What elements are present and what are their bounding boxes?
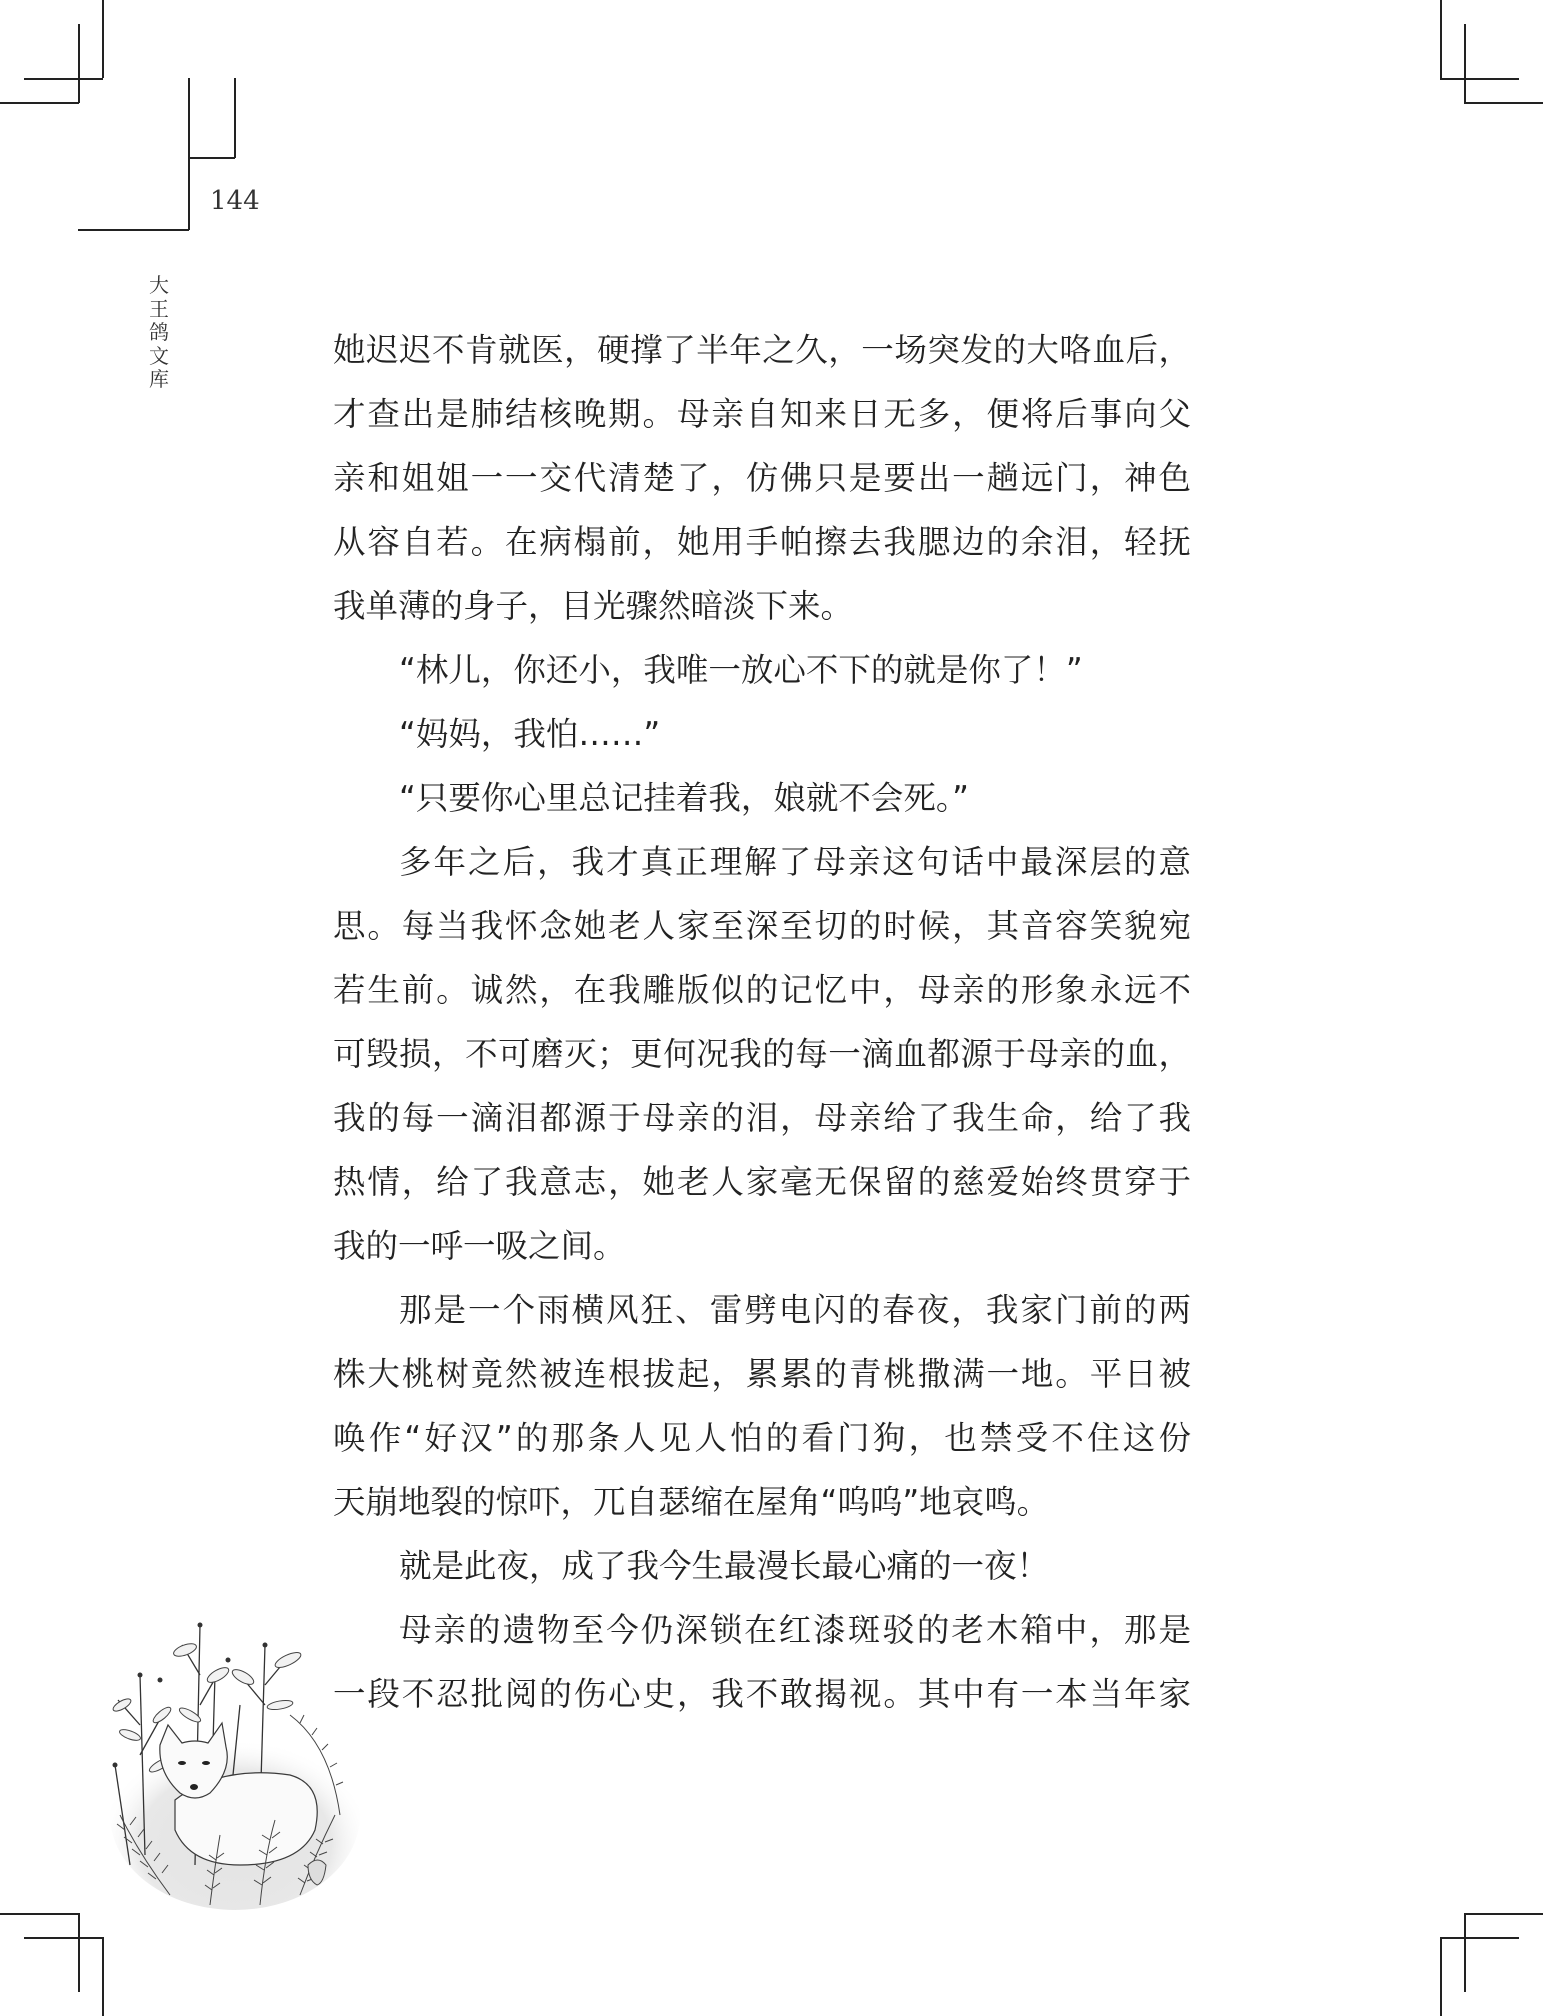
bracket-line — [188, 157, 235, 159]
dialogue-line: “妈妈，我怕……” — [399, 715, 661, 753]
crop-line — [1440, 0, 1442, 79]
series-title-char: 大 — [149, 273, 169, 297]
crop-line — [24, 78, 103, 80]
page-number: 144 — [210, 186, 260, 216]
text-line: 母亲的遗物至今仍深锁在红漆斑驳的老木箱中，那是 — [399, 1611, 1191, 1649]
text-line: 可毁损，不可磨灭；更何况我的每一滴血都源于母亲的血， — [333, 1035, 1191, 1073]
crop-line — [1440, 1937, 1442, 2016]
text-line: 我的每一滴泪都源于母亲的泪，母亲给了我生命，给了我 — [333, 1099, 1191, 1137]
series-title-char: 鸽 — [149, 320, 169, 344]
crop-line — [78, 24, 80, 103]
fox-illustration — [100, 1615, 360, 1915]
text-line: 思。每当我怀念她老人家至深至切的时候，其音容笑貌宛 — [333, 907, 1191, 945]
text-line: 就是此夜，成了我今生最漫长最心痛的一夜！ — [399, 1547, 1050, 1585]
text-line: 热情，给了我意志，她老人家毫无保留的慈爱始终贯穿于 — [333, 1163, 1191, 1201]
series-title-char: 王 — [149, 296, 169, 321]
text-line: 我的一呼一吸之间。 — [333, 1227, 626, 1265]
crop-line — [102, 0, 104, 78]
text-line: 唤作“好汉”的那条人见人怕的看门狗，也禁受不住这份 — [333, 1419, 1191, 1457]
series-title — [147, 274, 171, 392]
text-line: 从容自若。在病榻前，她用手帕擦去我腮边的余泪，轻抚 — [333, 523, 1191, 561]
bracket-line — [234, 78, 236, 158]
crop-line — [102, 1937, 104, 2016]
crop-line — [0, 102, 79, 104]
crop-line — [1464, 1913, 1543, 1915]
series-title-char: 文 — [149, 343, 169, 368]
text-line: 若生前。诚然，在我雕版似的记忆中，母亲的形象永远不 — [333, 971, 1191, 1009]
series-title-char: 库 — [149, 367, 169, 391]
dialogue-line: “只要你心里总记挂着我，娘就不会死。” — [399, 779, 969, 817]
bracket-line — [78, 229, 189, 231]
text-line: 我单薄的身子，目光骤然暗淡下来。 — [333, 587, 854, 625]
text-line: 株大桃树竟然被连根拔起，累累的青桃撒满一地。平日被 — [333, 1355, 1191, 1393]
fox-in-ferns-sketch-icon — [100, 1615, 360, 1915]
text-line: 一段不忍批阅的伤心史，我不敢揭视。其中有一本当年家 — [333, 1675, 1191, 1713]
crop-line — [0, 1913, 79, 1915]
crop-line — [1464, 24, 1466, 103]
text-line: 才查出是肺结核晚期。母亲自知来日无多，便将后事向父 — [333, 395, 1191, 433]
crop-line — [24, 1937, 103, 1939]
crop-line — [1464, 1913, 1466, 1992]
crop-line — [1440, 1937, 1519, 1939]
text-line: 那是一个雨横风狂、雷劈电闪的春夜，我家门前的两 — [399, 1291, 1191, 1329]
body-text — [333, 318, 1191, 1726]
text-line: 亲和姐姐一一交代清楚了，仿佛只是要出一趟远门，神色 — [333, 459, 1191, 497]
dialogue-line: “林儿，你还小，我唯一放心不下的就是你了！” — [399, 651, 1083, 689]
bracket-line — [188, 78, 190, 230]
crop-line — [78, 1913, 80, 1992]
crop-line — [1464, 102, 1543, 104]
text-line: 她迟迟不肯就医，硬撑了半年之久，一场突发的大咯血后， — [333, 331, 1191, 369]
text-line: 天崩地裂的惊吓，兀自瑟缩在屋角“呜呜”地哀鸣。 — [333, 1483, 1050, 1521]
crop-line — [1440, 78, 1519, 80]
text-line: 多年之后，我才真正理解了母亲这句话中最深层的意 — [399, 843, 1191, 881]
